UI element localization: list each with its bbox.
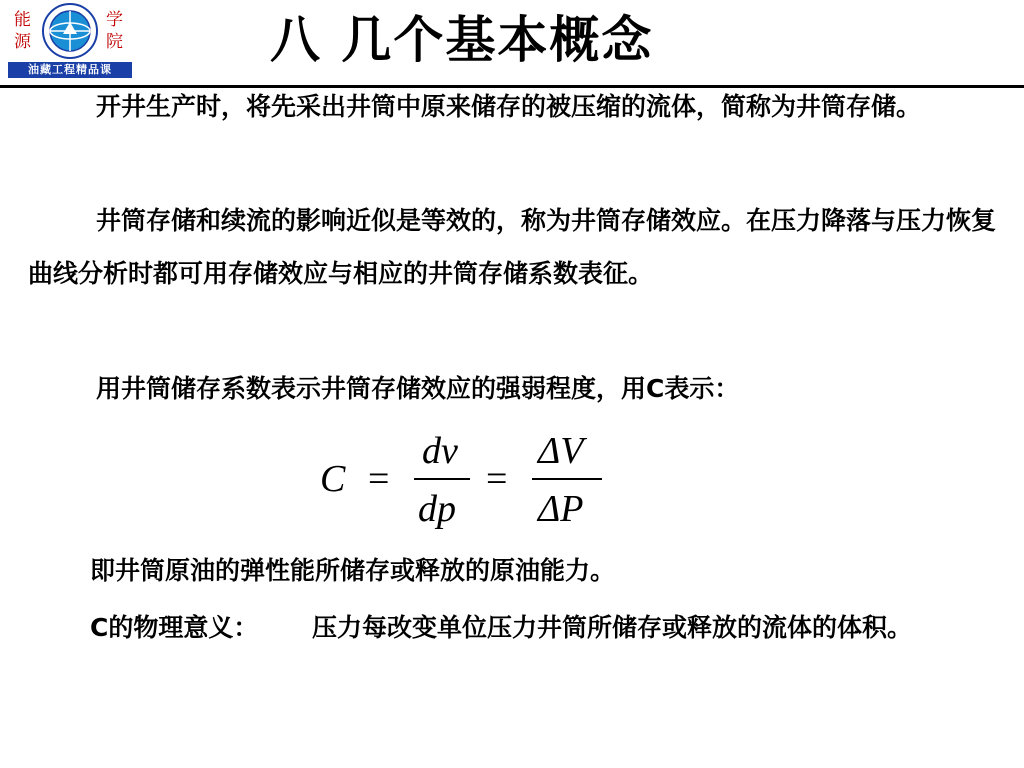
formula-denominator-2: ΔP <box>538 488 584 530</box>
formula-numerator-2: ΔV <box>538 430 584 472</box>
physical-meaning-body: 压力每改变单位压力井筒所储存或释放的流体的体积。 <box>312 613 913 642</box>
formula-numerator-1: dv <box>422 430 458 472</box>
paragraph-wellbore-storage-definition: 开井生产时，将先采出井筒中原来储存的被压缩的流体，简称为井筒存储。 <box>96 92 922 121</box>
physical-meaning-label: C的物理意义： <box>90 613 259 642</box>
formula-equals-2: = <box>486 458 508 500</box>
logo-char-neng: 能 <box>14 10 31 30</box>
slide-title: 八 几个基本概念 <box>270 11 654 69</box>
formula-lhs: C <box>320 458 346 500</box>
logo-banner: 油藏工程精品课 <box>8 62 132 78</box>
paragraph-storage-coefficient-intro: 用井筒储存系数表示井筒存储效应的强弱程度，用C表示： <box>96 374 740 403</box>
paragraph-elastic-energy: 即井筒原油的弹性能所储存或释放的原油能力。 <box>90 556 616 585</box>
university-emblem-icon <box>41 2 99 60</box>
paragraph-wellbore-storage-effect: 井筒存储和续流的影响近似是等效的，称为井筒存储效应。在压力降落与压力恢复曲线分析时都可用存储效应与相应的井筒存储系数表征。 <box>28 206 997 288</box>
course-logo <box>8 0 132 80</box>
logo-char-xue: 学 <box>106 10 123 30</box>
logo-char-yuan: 源 <box>14 32 31 52</box>
storage-coefficient-formula <box>310 425 630 535</box>
logo-char-yuan2: 院 <box>106 32 123 52</box>
formula-denominator-1: dp <box>418 488 456 530</box>
formula-equals-1: = <box>368 458 390 500</box>
